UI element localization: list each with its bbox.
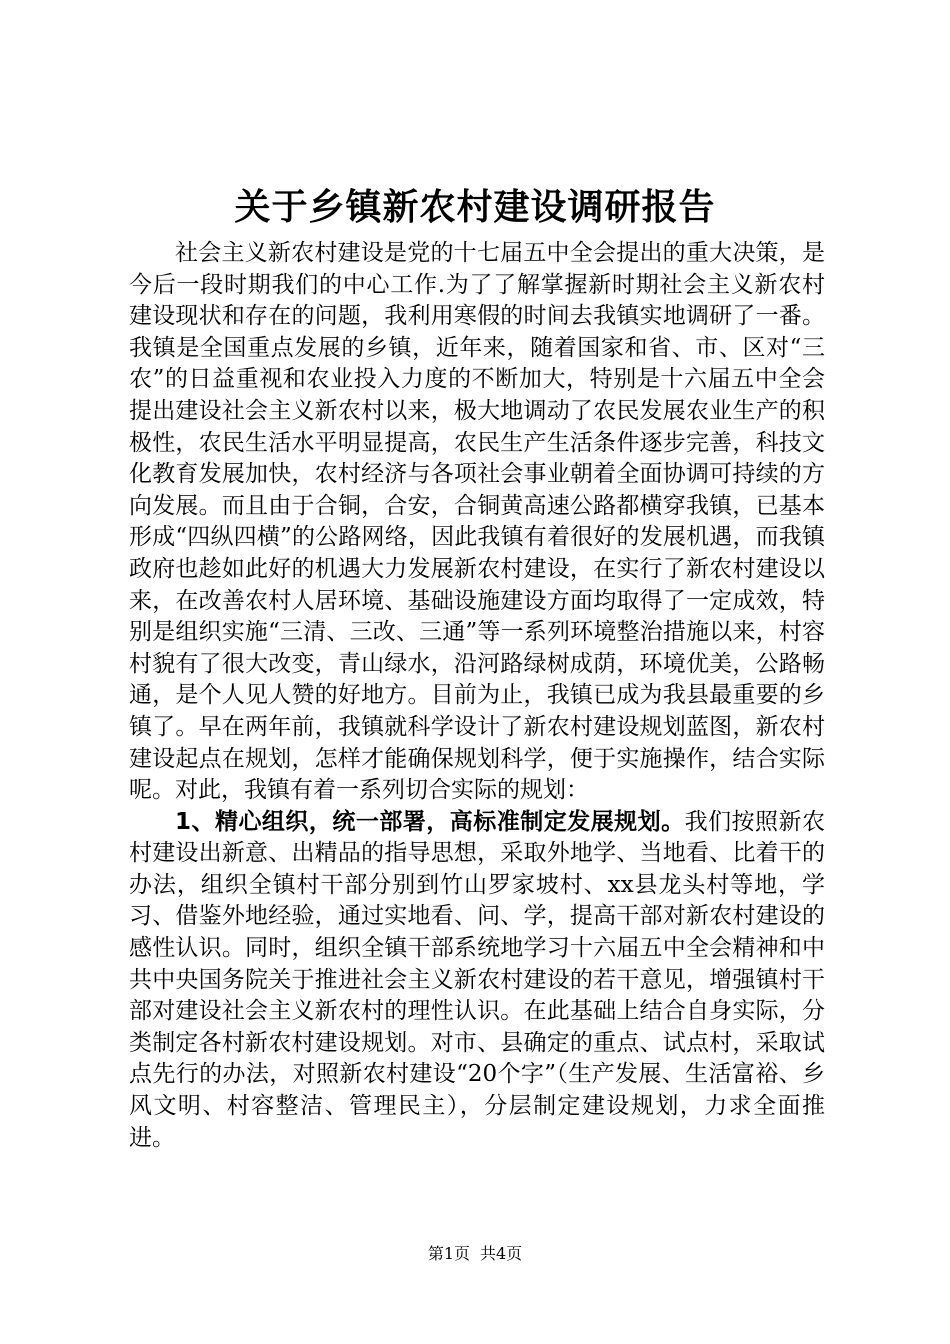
section-1-text: 我们按照新农村建设出新意、出精品的指导思想，采取外地学、当地看、比着干的办法，组织全镇村干部分别到竹山罗家坡村、xx县龙头村等地，学习、借鉴外地经验，通过实地看、问、学，提高干部对新农村建设的感性认识。同时，组织全镇干部系统地学习十六届五中全会精神和中共中央国务院关于推进社会主义新农村建设的若干意见，增强镇村干部对建设社会主义新农村的理性认识。在此基础上结合自身实际，分类制定各村新农村建设规划。对市、县确定的重点、试点村，采取试点先行的办法，对照新农村建设“20个字”（生产发展、生活富裕、乡风文明、村容整洁、管理民主），分层制定建设规划，力求全面推进。 xyxy=(129,808,825,1151)
section-1-paragraph xyxy=(129,807,825,1155)
page-number: 第1页 xyxy=(427,1244,470,1263)
section-1-heading: 1、精心组织，统一部署，高标准制定发展规划。 xyxy=(175,808,685,835)
page-total: 共4页 xyxy=(480,1244,523,1263)
document-title: 关于乡镇新农村建设调研报告 xyxy=(234,186,716,228)
page-footer xyxy=(0,1244,950,1264)
intro-paragraph: 社会主义新农村建设是党的十七届五中全会提出的重大决策，是今后一段时期我们的中心工作.为了了解掌握新时期社会主义新农村建设现状和存在的问题，我利用寒假的时间去我镇实地调研了一番。我镇是全国重点发展的乡镇，近年来，随着国家和省、市、区对“三农”的日益重视和农业投入力度的不断加大，特别是十六届五中全会提出建设社会主义新农村以来，极大地调动了农民发展农业生产的积极性，农民生活水平明显提高，农民生产生活条件逐步完善，科技文化教育发展加快，农村经济与各项社会事业朝着全面协调可持续的方向发展。而且由于合铜，合安，合铜黄高速公路都横穿我镇，已基本形成“四纵四横”的公路网络，因此我镇有着很好的发展机遇，而我镇政府也趁如此好的机遇大力发展新农村建设，在实行了新农村建设以来，在改善农村人居环境、基础设施建设方面均取得了一定成效，特别是组织实施“三清、三改、三通”等一系列环境整治措施以来，村容村貌有了很大改变，青山绿水，沿河路绿树成荫，环境优美，公路畅通，是个人见人赞的好地方。目前为止，我镇已成为我县最重要的乡镇了。早在两年前，我镇就科学设计了新农村建设规划蓝图，新农村建设起点在规划，怎样才能确保规划科学，便于实施操作，结合实际呢。对此，我镇有着一系列切合实际的规划： xyxy=(129,240,825,804)
document-body xyxy=(129,238,825,1154)
